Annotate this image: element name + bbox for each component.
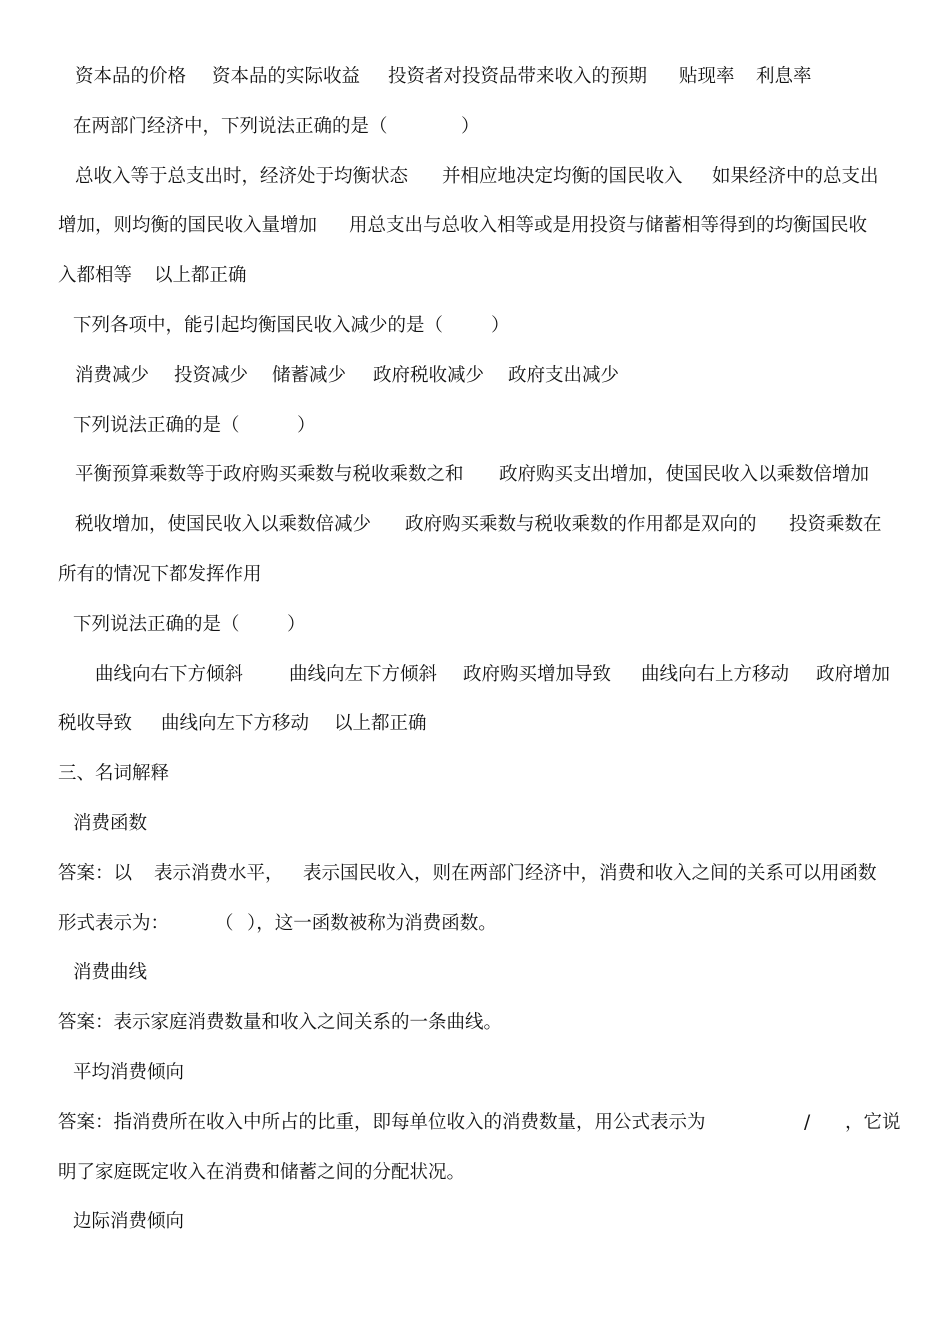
text-segment: 下列说法正确的是（	[73, 614, 240, 635]
text-segment: 边际消费倾向	[73, 1211, 185, 1232]
text-segment: ）	[287, 614, 306, 635]
text-segment: 资本品的实际收益	[212, 66, 361, 87]
text-segment: ）	[297, 415, 316, 436]
text-line	[58, 958, 898, 988]
text-line	[58, 1207, 898, 1237]
text-segment: 政府增加	[816, 664, 891, 685]
text-line	[58, 610, 898, 640]
text-line	[58, 660, 898, 690]
text-segment: 税收导致	[58, 713, 133, 734]
text-line	[58, 709, 898, 739]
text-line	[58, 411, 898, 441]
text-segment: 明了家庭既定收入在消费和储蓄之间的分配状况。	[58, 1162, 466, 1183]
text-segment: 投资减少	[174, 365, 249, 386]
text-segment: 如果经济中的总支出	[712, 166, 879, 187]
text-segment: 投资乘数在	[789, 514, 882, 535]
text-segment: 资本品的价格	[75, 66, 187, 87]
text-segment: 所有的情况下都发挥作用	[58, 564, 262, 585]
text-segment: 消费函数	[73, 813, 148, 834]
text-line	[58, 1108, 901, 1138]
text-segment: ）	[461, 116, 480, 137]
text-segment: 政府税收减少	[373, 365, 485, 386]
text-segment: 税收增加，使国民收入以乘数倍减少	[75, 514, 372, 535]
text-segment: 曲线向右下方倾斜	[95, 664, 244, 685]
text-segment: 利息率	[756, 66, 812, 87]
text-segment: 入都相等	[58, 265, 133, 286]
text-segment: 答案：表示家庭消费数量和收入之间关系的一条曲线。	[58, 1012, 503, 1033]
text-line	[58, 1008, 898, 1038]
text-segment: 消费减少	[75, 365, 150, 386]
text-segment: （	[215, 913, 234, 934]
text-segment: 总收入等于总支出时，经济处于均衡状态	[75, 166, 409, 187]
text-segment: 答案：指消费所在收入中所占的比重，即每单位收入的消费数量，用公式表示为	[58, 1112, 706, 1133]
text-segment: 储蓄减少	[272, 365, 347, 386]
text-segment: 消费曲线	[73, 962, 148, 983]
text-line	[58, 261, 898, 291]
text-segment: 下列说法正确的是（	[73, 415, 240, 436]
text-segment: 投资者对投资品带来收入的预期	[388, 66, 648, 87]
text-segment: 表示消费水平，	[154, 863, 284, 884]
text-segment: ）	[491, 315, 510, 336]
text-segment: 曲线向右上方移动	[641, 664, 790, 685]
text-line	[58, 1058, 898, 1088]
text-segment: 贴现率	[679, 66, 735, 87]
text-line	[58, 560, 898, 590]
text-segment: 三、名词解释	[58, 763, 170, 784]
text-segment: 表示国民收入，则在两部门经济中，消费和收入之间的关系可以用函数	[303, 863, 877, 884]
text-segment: /	[804, 1112, 811, 1133]
text-line	[58, 809, 898, 839]
text-line	[58, 162, 898, 192]
text-line	[58, 311, 898, 341]
text-line	[58, 1158, 898, 1188]
text-line	[58, 361, 898, 391]
text-segment: 平衡预算乘数等于政府购买乘数与税收乘数之和	[75, 464, 464, 485]
text-segment: 下列各项中，能引起均衡国民收入减少的是（	[73, 315, 444, 336]
text-segment: 政府支出减少	[508, 365, 620, 386]
text-line	[58, 112, 898, 142]
text-segment: 曲线向左下方倾斜	[289, 664, 438, 685]
text-segment: 政府购买支出增加，使国民收入以乘数倍增加	[499, 464, 870, 485]
text-line	[58, 909, 898, 939]
text-segment: ，它说	[845, 1112, 901, 1133]
text-segment: 政府购买乘数与税收乘数的作用都是双向的	[405, 514, 757, 535]
text-segment: 以上都正确	[154, 265, 247, 286]
text-segment: 在两部门经济中，下列说法正确的是（	[73, 116, 388, 137]
text-segment: 曲线向左下方移动	[161, 713, 310, 734]
text-line	[58, 62, 898, 92]
text-segment: 以上都正确	[334, 713, 427, 734]
text-segment: 增加，则均衡的国民收入量增加	[58, 215, 318, 236]
text-line	[58, 759, 898, 789]
text-line	[58, 510, 898, 540]
text-segment: 用总支出与总收入相等或是用投资与储蓄相等得到的均衡国民收	[349, 215, 868, 236]
text-line	[58, 460, 898, 490]
text-segment: 政府购买增加导致	[463, 664, 612, 685]
text-segment: 答案：以	[58, 863, 133, 884]
text-segment: 形式表示为：	[58, 913, 170, 934]
text-line	[58, 859, 898, 889]
text-segment: ），这一函数被称为消费函数。	[247, 913, 497, 934]
text-line	[58, 211, 898, 241]
text-segment: 并相应地决定均衡的国民收入	[442, 166, 683, 187]
text-segment: 平均消费倾向	[73, 1062, 185, 1083]
